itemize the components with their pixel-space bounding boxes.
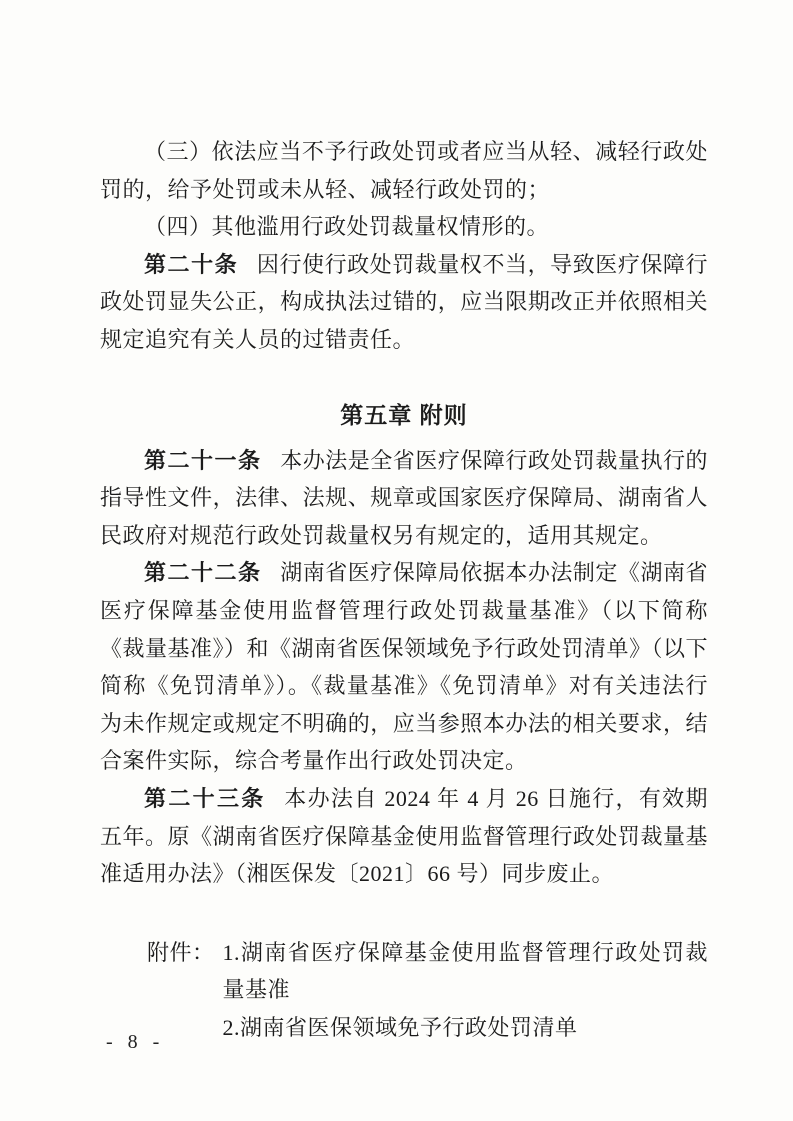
document-body: [100, 133, 708, 1046]
article-21-label: 第二十一条: [144, 447, 262, 473]
chapter-heading: 第五章 附则: [340, 401, 468, 428]
article-23: [100, 780, 708, 893]
attachments-label: 附件：: [147, 939, 215, 965]
page-number: - 8 -: [106, 1031, 165, 1053]
attachments-block: [100, 934, 708, 1047]
article-23-label: 第二十三条: [144, 785, 266, 811]
attachment-item-1: 1.湖南省医疗保障基金使用监督管理行政处罚裁量基准: [222, 939, 708, 1003]
article-23-text: 本办法自 2024 年 4 月 26 日施行，有效期五年。原《湖南省医疗保障基金使用监督管理行政处罚裁量基准适用办法》（湘医保发〔2021〕66 号）同步废止。: [100, 785, 708, 887]
article-21: [100, 442, 708, 555]
attachments-list: [223, 934, 708, 1047]
article-22-label: 第二十二条: [144, 560, 262, 586]
article-22: [100, 554, 708, 780]
article-21-text: 本办法是全省医疗保障行政处罚裁量执行的指导性文件，法律、法规、规章或国家医疗保障局、湖南省人民政府对规范行政处罚裁量权另有规定的，适用其规定。: [100, 447, 708, 548]
clause-item-3: （三）依法应当不予行政处罚或者应当从轻、减轻行政处罚的，给予处罚或未从轻、减轻行政处罚的；: [100, 139, 708, 202]
attachment-item-2: 2.湖南省医保领域免予行政处罚清单: [222, 1014, 578, 1040]
article-22-text: 湖南省医疗保障局依据本办法制定《湖南省医疗保障基金使用监督管理行政处罚裁量基准》（以下简称《裁量基准》）和《湖南省医保领域免予行政处罚清单》（以下简称《免罚清单》）。《裁量基准》《免罚清单》对有关违法行为未作规定或规定不明确的，应当参照本办法的相关要求，结合案件实际，综合考量作出行政处罚决定。: [100, 560, 709, 774]
article-20: [100, 246, 708, 359]
article-20-label: 第二十条: [144, 251, 239, 277]
clause-item-4: （四）其他滥用行政处罚裁量权情形的。: [144, 214, 550, 240]
article-20-text: 因行使行政处罚裁量权不当，导致医疗保障行政处罚显失公正，构成执法过错的，应当限期改正并依照相关规定追究有关人员的过错责任。: [100, 251, 708, 352]
